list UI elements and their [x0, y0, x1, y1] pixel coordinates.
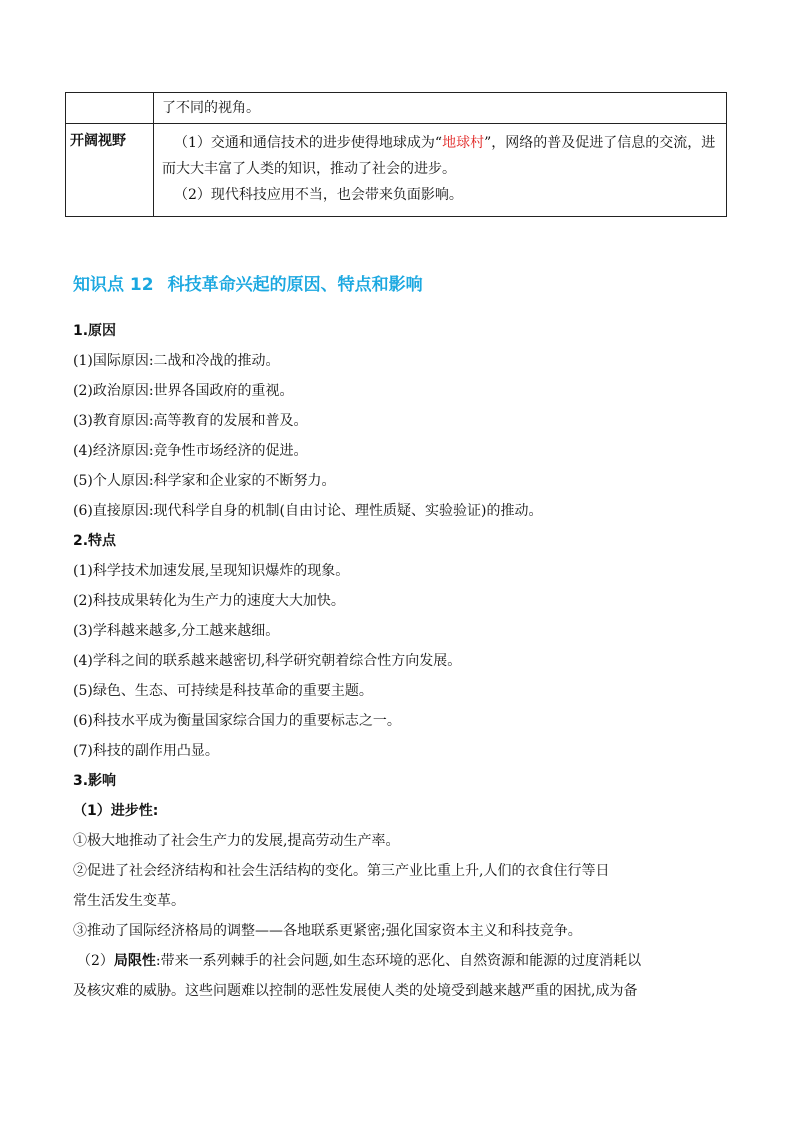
highlight-term: 地球村 [442, 135, 485, 151]
list-item: (2)科技成果转化为生产力的速度大大加快。 [73, 593, 345, 609]
list-item: (3)教育原因:高等教育的发展和普及。 [73, 413, 308, 429]
features-heading: 2.特点 [73, 533, 117, 549]
limitation-line-1 [73, 946, 733, 976]
list-item: (1)国际原因:二战和冷战的推动。 [73, 353, 280, 369]
row-paragraph-1 [162, 130, 718, 182]
list-item: (2)政治原因:世界各国政府的重视。 [73, 383, 294, 399]
limitation-prefix: （2） [77, 953, 114, 969]
causes-heading: 1.原因 [73, 323, 117, 339]
text-segment: （1）交通和通信技术的进步使得地球成为“ [174, 135, 443, 151]
section-number: 知识点 12 [73, 275, 154, 295]
table-row [66, 124, 727, 217]
row-content [154, 93, 727, 124]
list-item: ②促进了社会经济结构和社会生活结构的变化。第三产业比重上升,人们的衣食住行等日 [73, 863, 610, 879]
limitation-line-2: 及核灾难的威胁。这些问题难以控制的恶性发展使人类的处境受到越来越严重的困扰,成为备 [73, 983, 638, 999]
list-item: (4)学科之间的联系越来越密切,科学研究朝着综合性方向发展。 [73, 653, 462, 669]
limitation-text: :带来一系列棘手的社会问题,如生态环境的恶化、自然资源和能源的过度消耗以 [155, 953, 642, 969]
list-item: (1)科学技术加速发展,呈现知识爆炸的现象。 [73, 563, 350, 579]
impact-heading: 3.影响 [73, 773, 117, 789]
list-item: ③推动了国际经济格局的调整——各地联系更紧密;强化国家资本主义和科技竞争。 [73, 923, 582, 939]
row-paragraph-2: （2）现代科技应用不当，也会带来负面影响。 [174, 187, 463, 203]
row-text: 了不同的视角。 [162, 100, 260, 116]
row-label [66, 93, 154, 124]
progress-heading: （1）进步性: [73, 803, 159, 819]
section-title: 科技革命兴起的原因、特点和影响 [167, 275, 423, 295]
list-item: ①极大地推动了社会生产力的发展,提高劳动生产率。 [73, 833, 400, 849]
row-label: 开阔视野 [66, 124, 154, 217]
list-item: (4)经济原因:竞争性市场经济的促进。 [73, 443, 308, 459]
list-item: (7)科技的副作用凸显。 [73, 743, 219, 759]
row-content [154, 124, 727, 217]
section-heading [73, 270, 423, 295]
info-table [65, 92, 727, 217]
list-item: 常生活发生变革。 [73, 893, 185, 909]
list-item: (5)个人原因:科学家和企业家的不断努力。 [73, 473, 336, 489]
limitation-label: 局限性 [113, 953, 156, 969]
list-item: (6)直接原因:现代科学自身的机制(自由讨论、理性质疑、实验验证)的推动。 [73, 503, 543, 519]
table-row [66, 93, 727, 124]
section-content [73, 316, 733, 1006]
list-item: (6)科技水平成为衡量国家综合国力的重要标志之一。 [73, 713, 401, 729]
list-item: (3)学科越来越多,分工越来越细。 [73, 623, 280, 639]
list-item: (5)绿色、生态、可持续是科技革命的重要主题。 [73, 683, 373, 699]
text-segment: ”，网络的普及促进了信息的交流，进而大大丰富了人类的知识，推动了社会的进步。 [162, 135, 716, 177]
